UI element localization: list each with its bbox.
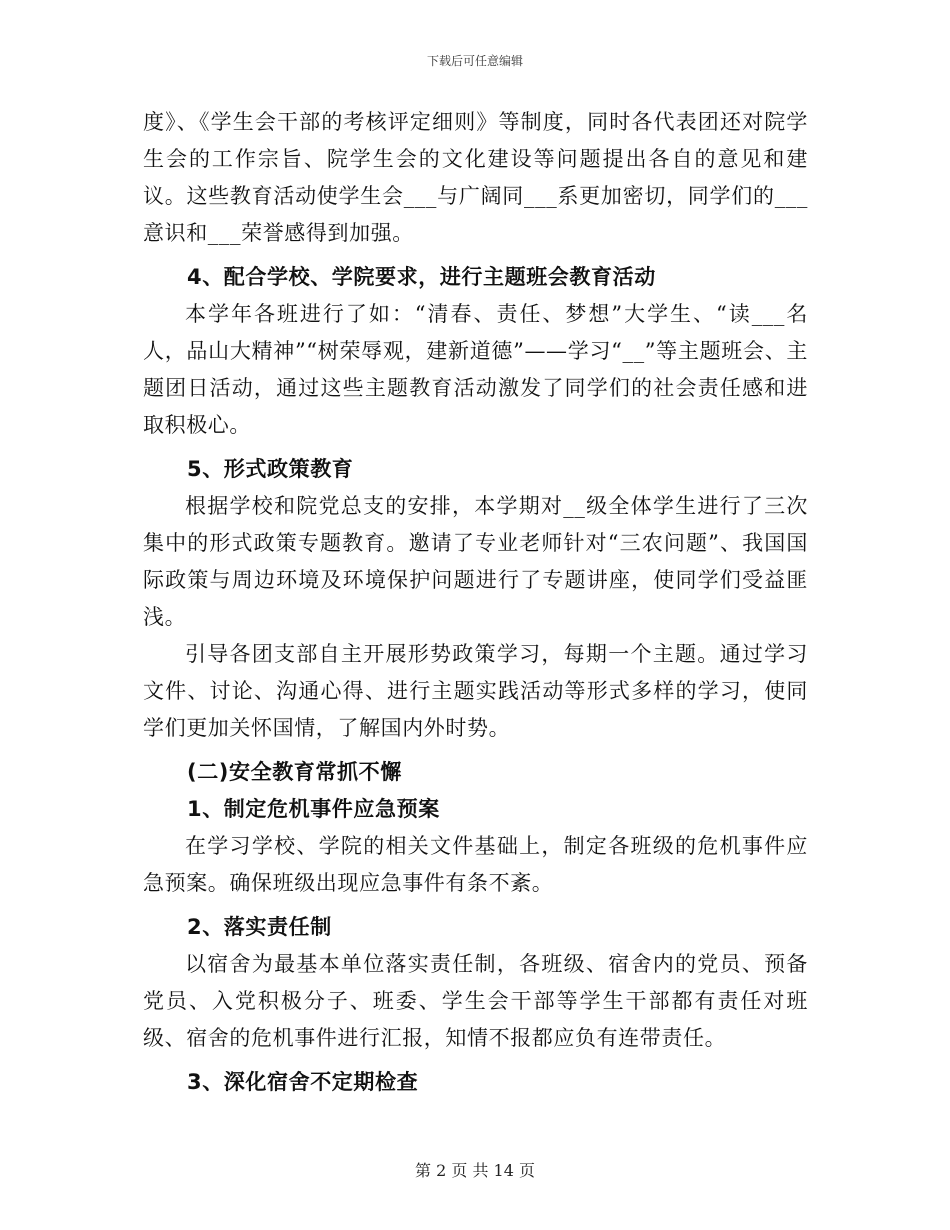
paragraph-emergency-plan: 在学习学校、学院的相关文件基础上，制定各班级的危机事件应急预案。确保班级出现应急事件有条不紊。 — [143, 834, 808, 895]
paragraph-theme-activities: 本学年各班进行了如：“清春、责任、梦想”大学生、“读___名人，品山大精神”“树荣辱观，建新道德”——学习“__”等主题班会、主题团日活动，通过这些主题教育活动激发了同学们的社会责任感和进取积极心。 — [143, 302, 808, 437]
page-header-note: 下载后可任意编辑 — [426, 54, 523, 68]
paragraph-continuation: 度》、《学生会干部的考核评定细则》等制度，同时各代表团还对院学生会的工作宗旨、院学生会的文化建设等问题提出各自的意见和建议。这些教育活动使学生会___与广阔同___系更加密切，同学们的___意识和___荣誉感得到加强。 — [143, 110, 808, 245]
heading-emergency-plan: 1、制定危机事件应急预案 — [187, 797, 440, 821]
heading-responsibility-system: 2、落实责任制 — [187, 915, 332, 939]
heading-theme-class-meeting: 4、配合学校、学院要求，进行主题班会教育活动 — [187, 265, 656, 289]
document-body — [143, 104, 808, 1101]
paragraph-policy-lectures: 根据学校和院党总支的安排，本学期对__级全体学生进行了三次集中的形式政策专题教育。邀请了专业老师针对“三农问题”、我国国际政策与周边环境及环境保护问题进行了专题讲座，使同学们受益匪浅。 — [143, 494, 808, 629]
paragraph-policy-study: 引导各团支部自主开展形势政策学习，每期一个主题。通过学习文件、讨论、沟通心得、进行主题实践活动等形式多样的学习，使同学们更加关怀国情，了解国内外时势。 — [143, 642, 808, 740]
heading-dorm-inspection: 3、深化宿舍不定期检查 — [187, 1070, 419, 1094]
heading-safety-education: (二)安全教育常抓不懈 — [187, 760, 402, 784]
page-number-footer: 第 2 页 共 14 页 — [415, 1161, 535, 1180]
heading-policy-education: 5、形式政策教育 — [187, 457, 354, 481]
paragraph-responsibility-system: 以宿舍为最基本单位落实责任制，各班级、宿舍内的党员、预备党员、入党积极分子、班委、学生会干部等学生干部都有责任对班级、宿舍的危机事件进行汇报，知情不报都应负有连带责任。 — [143, 952, 808, 1050]
